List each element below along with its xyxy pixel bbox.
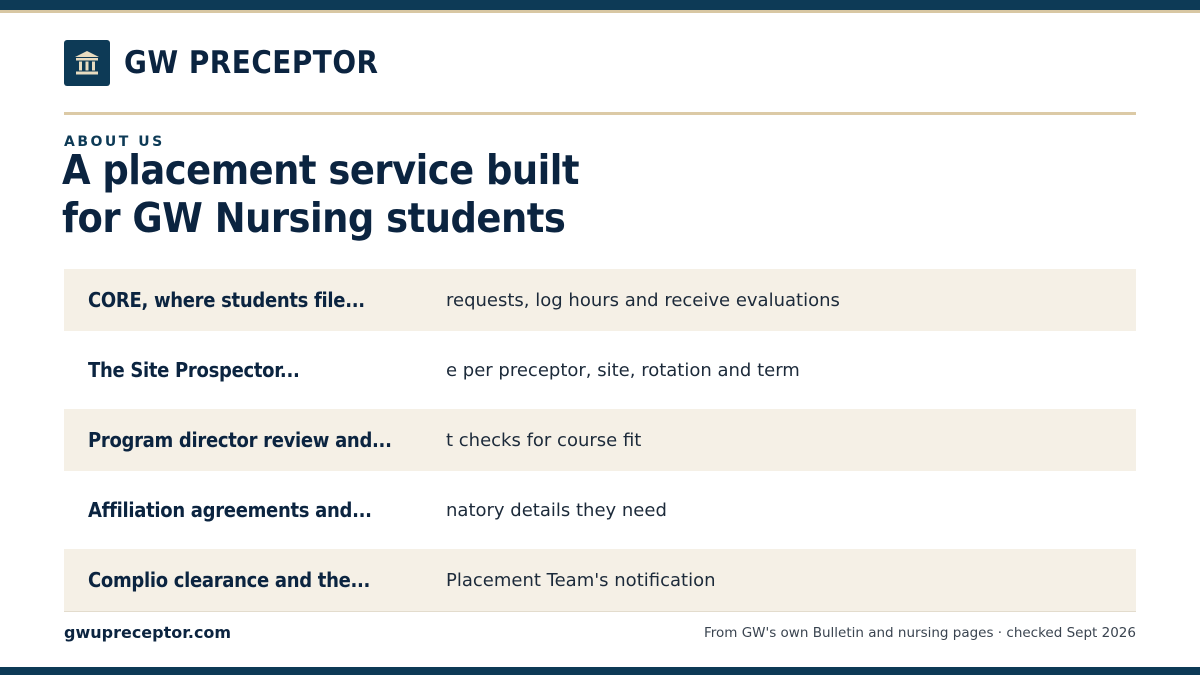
list-item-title: Affiliation agreements and...	[88, 498, 372, 522]
page-title	[62, 146, 579, 242]
top-gold-stripe	[0, 10, 1200, 13]
list-item-description: natory details they need	[446, 499, 667, 521]
top-accent-bar	[0, 0, 1200, 10]
building-columns-icon	[64, 40, 110, 86]
list-item-title: CORE, where students file...	[88, 288, 365, 312]
feature-list	[64, 269, 1136, 611]
list-item	[64, 409, 1136, 471]
footer-source-note: From GW's own Bulletin and nursing pages · checked Sept 2026	[703, 625, 1136, 641]
list-item	[64, 549, 1136, 611]
footer-site-link[interactable]: gwupreceptor.com	[64, 623, 232, 642]
page-title-line-2: for GW Nursing students	[62, 194, 566, 242]
brand-header	[64, 40, 379, 86]
list-item-title: The Site Prospector...	[88, 358, 300, 382]
list-item-description: Placement Team's notification	[446, 569, 716, 591]
footer-divider	[64, 611, 1136, 612]
list-item-description: e per preceptor, site, rotation and term	[446, 359, 800, 381]
brand-name[interactable]: GW PRECEPTOR	[124, 45, 379, 81]
list-item-title: Program director review and...	[88, 428, 392, 452]
list-item-description: requests, log hours and receive evaluations	[446, 289, 840, 311]
bottom-accent-bar	[0, 667, 1200, 675]
header-divider	[64, 112, 1136, 115]
list-item	[64, 331, 1136, 409]
list-item	[64, 269, 1136, 331]
section-eyebrow: ABOUT US	[64, 134, 165, 150]
list-item-title: Complio clearance and the...	[88, 568, 371, 592]
list-item-description: t checks for course fit	[446, 429, 642, 451]
list-item	[64, 471, 1136, 549]
page-title-line-1: A placement service built	[62, 146, 580, 194]
